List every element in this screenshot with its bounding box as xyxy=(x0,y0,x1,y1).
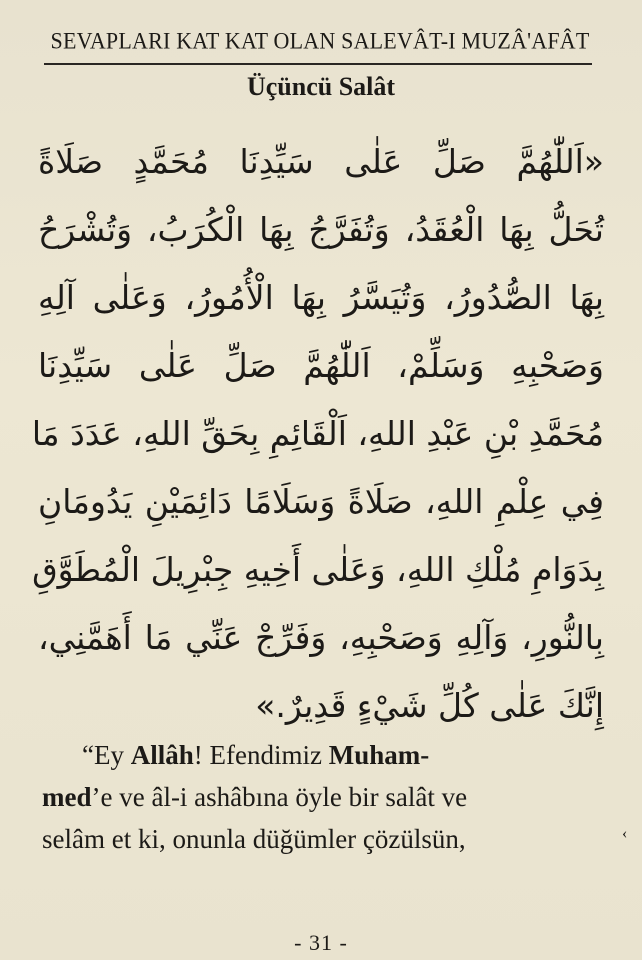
header-rule xyxy=(44,63,592,65)
translation-text: ! Efendimiz xyxy=(193,740,329,770)
arabic-prayer-text xyxy=(31,128,604,740)
translation-text: “Ey xyxy=(82,740,131,770)
arabic-line: «اَللّٰهُمَّ صَلِّ عَلٰى سَيِّدِنَا مُحَمَّدٍ صَلَاةً xyxy=(38,142,604,181)
translation-line xyxy=(42,776,582,818)
translation-bold: Allâh xyxy=(130,740,194,770)
translation-bold: med xyxy=(42,782,92,812)
arabic-line: بِهَا الصُّدُورُ، وَتُيَسَّرُ بِهَا الْأُمُورُ، وَعَلٰى آلِهِ xyxy=(38,278,604,317)
translation-line xyxy=(42,734,582,776)
arabic-line: فِي عِلْمِ اللهِ، صَلَاةً وَسَلَامًا دَائِمَيْنِ يَدُومَانِ xyxy=(38,482,604,521)
turkish-translation xyxy=(42,734,582,860)
translation-bold: Muham- xyxy=(328,740,430,770)
arabic-line: إِنَّكَ عَلٰى كُلِّ شَيْءٍ قَدِيرٌ.» xyxy=(255,686,604,725)
arabic-line: وَصَحْبِهِ وَسَلِّمْ، اَللّٰهُمَّ صَلِّ عَلٰى سَيِّدِنَا xyxy=(38,346,604,385)
margin-mark: ‹ xyxy=(622,825,628,842)
arabic-line: بِدَوَامِ مُلْكِ اللهِ، وَعَلٰى أَخِيهِ جِبْرِيلَ الْمُطَوَّقِ xyxy=(32,550,604,589)
translation-text: ’e ve âl-i ashâbına öyle bir salât ve xyxy=(91,782,468,812)
translation-line: selâm et ki, onunla düğümler çözülsün, xyxy=(42,824,466,854)
page-number: - 31 - xyxy=(294,930,348,955)
section-title: Üçüncü Salât xyxy=(246,72,396,101)
arabic-line: مُحَمَّدِ بْنِ عَبْدِ اللهِ، اَلْقَائِمِ بِحَقِّ اللهِ، عَدَدَ مَا xyxy=(31,414,604,453)
arabic-line: بِالنُّورِ، وَآلِهِ وَصَحْبِهِ، وَفَرِّجْ عَنِّي مَا أَهَمَّنِي، xyxy=(38,618,604,657)
arabic-line: تُحَلُّ بِهَا الْعُقَدُ، وَتُفَرَّجُ بِهَا الْكُرَبُ، وَتُشْرَحُ xyxy=(38,210,604,249)
running-head: SEVAPLARI KAT KAT OLAN SALEVÂT-I MUZÂ'AFÂT xyxy=(50,27,590,54)
